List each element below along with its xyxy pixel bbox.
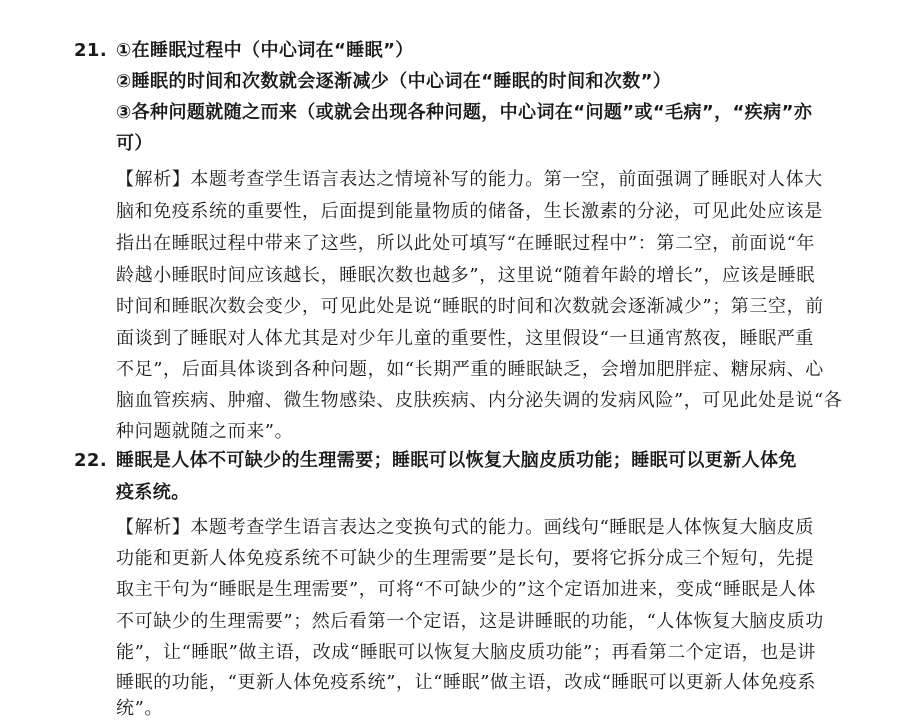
- q22-number: 22.: [74, 450, 108, 471]
- q21-number: 21.: [74, 40, 108, 61]
- q22-analysis-line-5: 能”，让“睡眠”做主语，改成“睡眠可以恢复大脑皮质功能”；再看第二个定语，也是讲: [116, 642, 817, 663]
- q21-analysis-line-7: 不足”，后面具体谈到各种问题，如“长期严重的睡眠缺乏，会增加肥胖症、糖尿病、心: [116, 359, 824, 380]
- q21-answer-2: ②睡眠的时间和次数就会逐渐减少（中心词在“睡眠的时间和次数”）: [116, 71, 672, 92]
- q21-answer-line-1: [74, 37, 414, 65]
- q21-analysis-line-1: 【解析】本题考查学生语言表达之情境补写的能力。第一空，前面强调了睡眠对人体大: [116, 169, 823, 190]
- q22-analysis-line-2: 功能和更新人体免疫系统不可缺少的生理需要”是长句，要将它拆分成三个短句，先提: [116, 548, 814, 569]
- q21-analysis-line-2: 脑和免疫系统的重要性，后面提到能量物质的储备，生长激素的分泌，可见此处应该是: [116, 201, 823, 222]
- q22-answer-2: 疫系统。: [116, 482, 190, 503]
- q21-analysis-line-9: 种问题就随之而来”。: [116, 421, 294, 442]
- q22-analysis-line-7: 统”。: [116, 698, 164, 719]
- q21-analysis-line-8: 脑血管疾病、肿瘤、微生物感染、皮肤疾病、内分泌失调的发病风险”，可见此处是说“各: [116, 390, 843, 411]
- q21-answer-1: ①在睡眠过程中（中心词在“睡眠”）: [116, 40, 414, 61]
- q22-analysis-line-1: 【解析】本题考查学生语言表达之变换句式的能力。画线句“睡眠是人体恢复大脑皮质: [116, 517, 814, 538]
- q22-answer-line-1: [74, 447, 797, 475]
- q22-analysis-line-6: 睡眠的功能，“更新人体免疫系统”，让“睡眠”做主语，改成“睡眠可以更新人体免疫系: [116, 672, 817, 693]
- q21-analysis-line-6: 面谈到了睡眠对人体尤其是对少年儿童的重要性，这里假设“一旦通宵熬夜，睡眠严重: [116, 328, 814, 349]
- q21-analysis-line-3: 指出在睡眠过程中带来了这些，所以此处可填写“在睡眠过程中”：第二空，前面说“年: [116, 233, 816, 254]
- q22-answer-1: 睡眠是人体不可缺少的生理需要；睡眠可以恢复大脑皮质功能；睡眠可以更新人体免: [116, 450, 797, 471]
- q21-answer-4: 可）: [116, 133, 153, 154]
- q22-analysis-line-3: 取主干句为“睡眠是生理需要”，可将“不可缺少的”这个定语加进来，变成“睡眠是人体: [116, 579, 817, 600]
- q21-analysis-line-5: 时间和睡眠次数会变少，可见此处是说“睡眠的时间和次数就会逐渐减少”；第三空，前: [116, 296, 824, 317]
- q22-analysis-line-4: 不可缺少的生理需要”；然后看第一个定语，这是讲睡眠的功能，“人体恢复大脑皮质功: [116, 611, 824, 632]
- q21-answer-3: ③各种问题就随之而来（或就会出现各种问题，中心词在“问题”或“毛病”，“疾病”亦: [116, 102, 813, 123]
- q21-analysis-line-4: 龄越小睡眠时间应该越长，睡眠次数也越多”，这里说“随着年龄的增长”，应该是睡眠: [116, 265, 816, 286]
